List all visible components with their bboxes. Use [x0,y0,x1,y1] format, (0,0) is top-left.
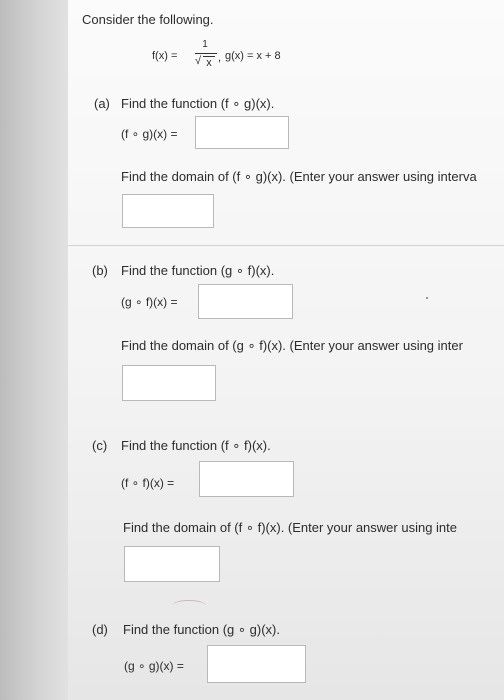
comma: , [218,52,222,64]
part-c-function-input[interactable] [199,461,294,497]
g-definition: g(x) = x + 8 [225,50,281,62]
part-b-function-input[interactable] [198,284,293,319]
fraction-bar [195,53,217,54]
square-root-icon: √ [195,55,202,67]
part-d-lhs: (g ∘ g)(x) = [124,659,184,673]
screen-speck [426,297,428,299]
part-d-label: (d) [92,622,108,637]
part-a-domain-input[interactable] [122,194,214,228]
part-b-domain-input[interactable] [122,365,216,401]
part-b-domain-prompt: Find the domain of (g ∘ f)(x). (Enter your answer using inter [121,338,463,353]
part-a-label: (a) [94,96,110,111]
part-a-domain-prompt: Find the domain of (f ∘ g)(x). (Enter your answer using interva [121,169,477,184]
part-b-lhs: (g ∘ f)(x) = [121,295,178,309]
part-c-domain-input[interactable] [124,546,220,582]
part-d-task: Find the function (g ∘ g)(x). [123,622,280,637]
problem-page [68,0,504,700]
part-c-label: (c) [92,438,108,453]
part-c-task: Find the function (f ∘ f)(x). [121,438,271,453]
left-margin [0,0,68,700]
part-c-domain-prompt: Find the domain of (f ∘ f)(x). (Enter your answer using inte [123,520,457,535]
part-a-lhs: (f ∘ g)(x) = [121,127,178,141]
part-b-task: Find the function (g ∘ f)(x). [121,263,275,278]
part-c-lhs: (f ∘ f)(x) = [121,476,175,490]
part-d-function-input[interactable] [207,645,306,683]
f-definition-lhs: f(x) = [152,50,178,62]
section-divider [68,245,504,246]
f-denominator: x [206,57,212,69]
part-a-task: Find the function (f ∘ g)(x). [121,96,275,111]
intro-text: Consider the following. [82,12,214,27]
f-numerator: 1 [202,39,208,50]
part-a-function-input[interactable] [195,116,289,149]
screen-smudge [172,600,206,611]
part-b-label: (b) [92,263,108,278]
